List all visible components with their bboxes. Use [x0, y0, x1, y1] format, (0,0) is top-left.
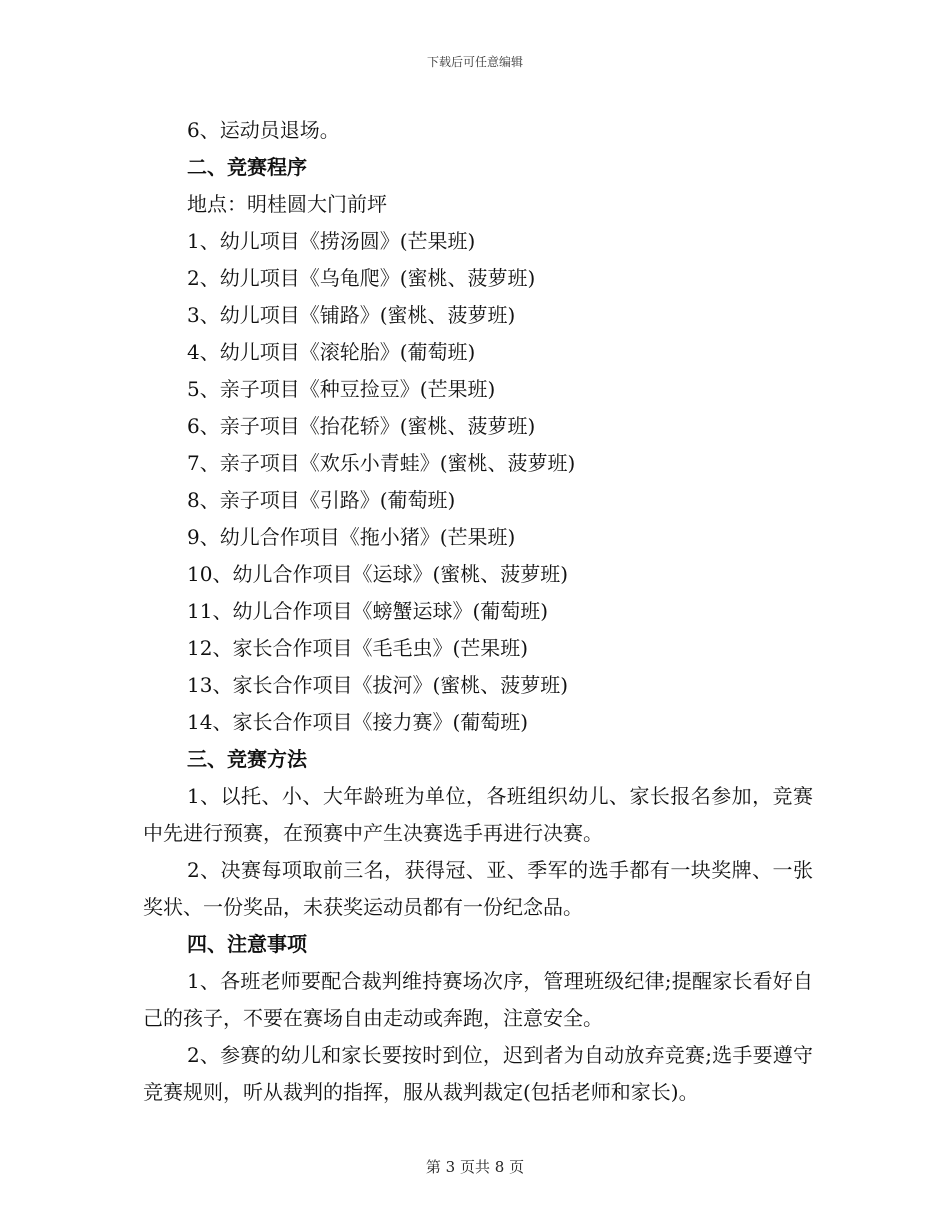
paragraph: 1、各班老师要配合裁判维持赛场次序，管理班级纪律;提醒家长看好自己的孩子，不要在赛场自由走动或奔跑，注意安全。: [143, 969, 813, 1030]
page-footer: 第 3 页共 8 页: [425, 1158, 525, 1176]
paragraph: 2、参赛的幼儿和家长要按时到位，迟到者为自动放弃竞赛;选手要遵守竞赛规则，听从裁判的指挥，服从裁判裁定(包括老师和家长)。: [143, 1043, 813, 1104]
list-item: 4、幼儿项目《滚轮胎》(葡萄班): [187, 340, 476, 364]
page-header: 下载后可任意编辑: [426, 55, 523, 69]
paragraph: 1、以托、小、大年龄班为单位，各班组织幼儿、家长报名参加，竞赛中先进行预赛，在预赛中产生决赛选手再进行决赛。: [143, 784, 813, 845]
section-heading: 四、注意事项: [187, 932, 307, 956]
list-item: 14、家长合作项目《接力赛》(葡萄班): [187, 710, 529, 734]
list-item: 6、亲子项目《抬花轿》(蜜桃、菠萝班): [187, 414, 536, 438]
list-item: 5、亲子项目《种豆捡豆》(芒果班): [187, 377, 496, 401]
program-list: [143, 223, 813, 741]
location-line: 地点：明桂圆大门前坪: [187, 192, 387, 216]
document-body: [143, 112, 813, 1111]
list-item: 11、幼儿合作项目《螃蟹运球》(葡萄班): [187, 599, 549, 623]
list-item: 9、幼儿合作项目《拖小猪》(芒果班): [187, 525, 516, 549]
list-item: 6、运动员退场。: [187, 118, 340, 142]
list-item: 10、幼儿合作项目《运球》(蜜桃、菠萝班): [187, 562, 569, 586]
list-item: 3、幼儿项目《铺路》(蜜桃、菠萝班): [187, 303, 516, 327]
list-item: 2、幼儿项目《乌龟爬》(蜜桃、菠萝班): [187, 266, 536, 290]
paragraph: 2、决赛每项取前三名，获得冠、亚、季军的选手都有一块奖牌、一张奖状、一份奖品，未获奖运动员都有一份纪念品。: [143, 858, 813, 919]
list-item: 13、家长合作项目《拔河》(蜜桃、菠萝班): [187, 673, 569, 697]
section-heading: 二、竞赛程序: [187, 155, 307, 179]
list-item: 1、幼儿项目《捞汤圆》(芒果班): [187, 229, 476, 253]
list-item: 12、家长合作项目《毛毛虫》(芒果班): [187, 636, 529, 660]
list-item: 7、亲子项目《欢乐小青蛙》(蜜桃、菠萝班): [187, 451, 576, 475]
section-heading: 三、竞赛方法: [187, 747, 307, 771]
list-item: 8、亲子项目《引路》(葡萄班): [187, 488, 456, 512]
